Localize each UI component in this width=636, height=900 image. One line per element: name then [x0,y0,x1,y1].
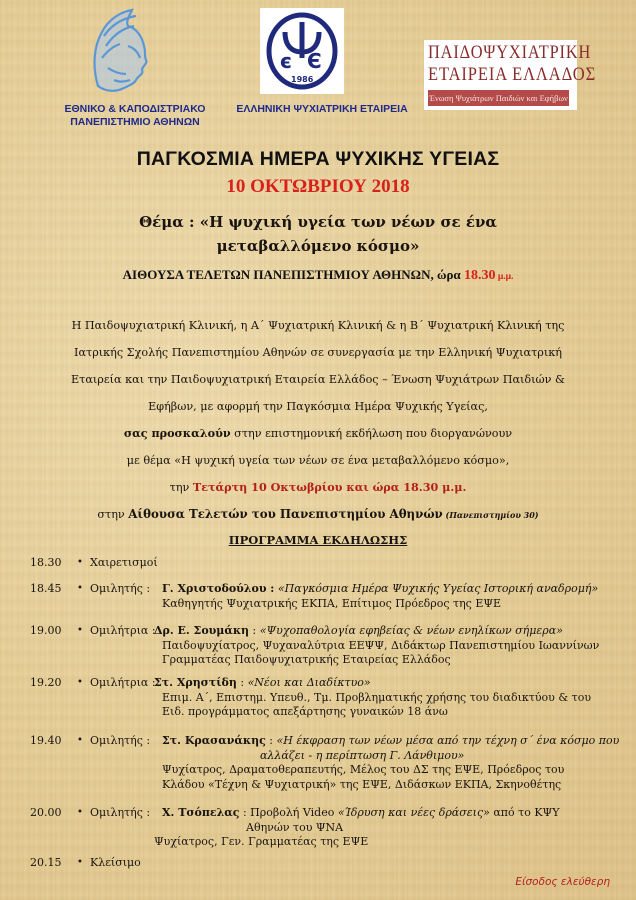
program-details [162,734,632,792]
program-role: Ομιλητής : [90,582,151,595]
separator: : [239,806,251,819]
svg-text:є: є [280,49,292,73]
talk-title: «Ψυχοπαθολογία εφηβείας & νέων ενηλίκων σήμερα» [259,624,563,637]
org-university-line1: ΕΘΝΙΚΟ & ΚΑΠΟΔΙΣΤΡΙΑΚΟ [64,103,206,115]
program-time: 20.15 [30,856,62,869]
separator: : [265,734,277,747]
org-epe-label: ΕΛΛΗΝΙΚΗ ΨΥΧΙΑΤΡΙΚΗ ΕΤΑΙΡΕΙΑ [236,103,408,115]
program-role: Ομιλήτρια : [90,676,156,689]
talk-title: «Παγκόσμια Ημέρα Ψυχικής Υγείας Ιστορική αναδρομή» [274,582,599,595]
bullet-icon: • [77,557,83,568]
epe-logo [260,8,344,94]
svg-text:1986: 1986 [291,75,314,84]
invitation-line: Εταιρεία και την Παιδοψυχιατρική Εταιρεία Ελλάδος – Ένωση Ψυχιάτρων Παιδιών & [70,373,565,386]
talk-suffix: από το ΚΨΥ [489,806,560,819]
event-date: 10 ΟΚΤΩΒΡΙΟΥ 2018 [226,176,410,197]
program-title: ΠΡΟΓΡΑΜΜΑ ΕΚΔΗΛΩΣΗΣ [228,533,408,547]
program-label: Κλείσιμο [90,856,141,869]
bullet-icon: • [77,807,83,818]
page-title: ΠΑΓΚΟΣΜΙΑ ΗΜΕΡΑ ΨΥΧΙΚΗΣ ΥΓΕΙΑΣ [136,148,500,170]
invitation-line [20,501,616,529]
venue-prefix: στην [97,508,129,521]
psi-circle-icon [260,8,344,94]
child-psychiatric-society-logo [424,40,597,110]
program-role: Ομιλητής : [90,806,151,819]
program-role: Ομιλήτρια : [90,624,156,637]
theme-line1: Θέμα : «Η ψυχική υγεία των νέων σε ένα [139,213,497,231]
svg-text:Є: Є [307,49,322,73]
org-university-label [40,103,230,129]
venue-suffix: μ.μ. [495,272,514,282]
program-time: 19.40 [30,734,62,747]
speaker-name: Χ. Τσόπελας [162,806,240,819]
talk-title: «Η έκφραση των νέων μέσα από την τέχνη σ΄ ένα κόσμο που [276,734,620,747]
speaker-bio: Γραμματέας Παιδοψυχιατρικής Εταιρείας Ελλάδος [162,653,451,666]
bullet-icon: • [77,735,83,746]
speaker-bio: Κλάδου «Τέχνη & Ψυχιατρική» της ΕΨΕ, Διδάσκων ΕΚΠΑ, Σκηνοθέτης [162,777,562,791]
talk-title: «Νέοι και Διαδίκτυο» [247,676,371,689]
venue-line [0,267,636,284]
logo-line1: ΠΑΙΔΟΨΥΧΙΑΤΡΙΚΗ [428,42,592,63]
bullet-icon: • [77,625,83,636]
invitation-paragraph [20,312,616,529]
date-prefix: την [169,481,193,494]
speaker-bio: Ειδ. προγράμματος απεξάρτησης γυναικών 18 άνω [162,705,448,718]
event-datetime: Τετάρτη 10 Οκτωβρίου και ώρα 18.30 μ.μ. [192,480,467,494]
program-details [154,676,624,720]
logo-band: Ένωση Ψυχιάτρων Παιδιών και Εφήβων [428,90,569,106]
separator: : [249,624,260,637]
program-role: Ομιλητής : [90,734,151,747]
speaker-bio: Ψυχίατρος, Γεν. Γραμματέας της ΕΨΕ [154,835,369,848]
speaker-name: Στ. Κρασανάκης [162,734,266,747]
athena-head-icon [84,6,156,94]
invitation-line: Εφήβων, με αφορμή την Παγκόσμια Ημέρα Ψυχικής Υγείας, [148,400,488,413]
program-time: 20.00 [30,806,62,819]
speaker-bio: Ψυχίατρος, Δραματοθεραπευτής, Μέλος του ΔΣ της ΕΨΕ, Πρόεδρος του [162,763,565,776]
program-details [154,806,632,850]
theme-line2: μεταβαλλόμενο κόσμο» [216,237,420,255]
program-details [162,582,632,611]
program-label: Χαιρετισμοί [90,556,158,569]
invitation-line: με θέμα «Η ψυχική υγεία των νέων σε ένα μεταβαλλόμενο κόσμο», [126,454,510,467]
university-athena-logo [84,6,156,94]
invite-rest: στην επιστημονική εκδήλωση που διοργανώνουν [230,427,513,440]
separator: : [236,676,248,689]
venue-name: Αίθουσα Τελετών του Πανεπιστημίου Αθηνών [128,507,443,521]
talk-title-cont: Αθηνών του ΨΝΑ [246,820,344,834]
free-entry-note: Είσοδος ελεύθερη [515,876,610,888]
program-time: 19.20 [30,676,62,689]
talk-title: «Ίδρυση και νέες δράσεις» [337,806,490,819]
program-time: 19.00 [30,624,62,637]
speaker-bio: Παιδοψυχίατρος, Ψυχαναλύτρια ΕΕΨΨ, Διδάκτωρ Πανεπιστημίου Ιωαννίνων [162,638,600,652]
talk-title-cont: αλλάζει - η περίπτωση Γ. Λάνθιμου» [260,748,465,762]
invitation-line: Ιατρικής Σχολής Πανεπιστημίου Αθηνών σε συνεργασία με την Ελληνική Ψυχιατρική [74,346,562,359]
talk-prefix: Προβολή Video [250,806,338,819]
invitation-line: Η Παιδοψυχιατρική Κλινική, η Α΄ Ψυχιατρική Κλινική & η Β΄ Ψυχιατρική Κλινική της [71,319,565,332]
program-time: 18.45 [30,582,62,595]
invite-verb: σας προσκαλούν [123,426,231,440]
event-theme [0,210,636,258]
speaker-name: Στ. Χρηστίδη [154,676,237,689]
bullet-icon: • [77,583,83,594]
program-time: 18.30 [30,556,62,569]
invitation-line [20,420,616,447]
speaker-name: Γ. Χριστοδούλου : [162,582,275,595]
org-university-line2: ΠΑΝΕΠΙΣΤΗΜΙΟ ΑΘΗΝΩΝ [70,116,200,128]
venue-time: 18.30 [463,268,496,283]
invitation-line [20,474,616,501]
venue-address: (Πανεπιστημίου 30) [442,510,539,520]
bullet-icon: • [77,677,83,688]
bullet-icon: • [77,857,83,868]
speaker-name: Δρ. Ε. Σουμάκη [154,624,250,637]
speaker-bio: Καθηγητής Ψυχιατρικής ΕΚΠΑ, Επίτιμος Πρόεδρος της ΕΨΕ [162,596,502,610]
logo-line2: ΕΤΑΙΡΕΙΑ ΕΛΛΑΔΟΣ [428,64,597,85]
speaker-bio: Επιμ. Α΄, Επιστημ. Υπευθ., Τμ. Προβληματικής χρήσης του διαδικτύου & του [162,690,592,704]
program-details [154,624,624,668]
venue-text: ΑΙΘΟΥΣΑ ΤΕΛΕΤΩΝ ΠΑΝΕΠΙΣΤΗΜΙΟΥ ΑΘΗΝΩΝ, ώρα [122,267,464,282]
